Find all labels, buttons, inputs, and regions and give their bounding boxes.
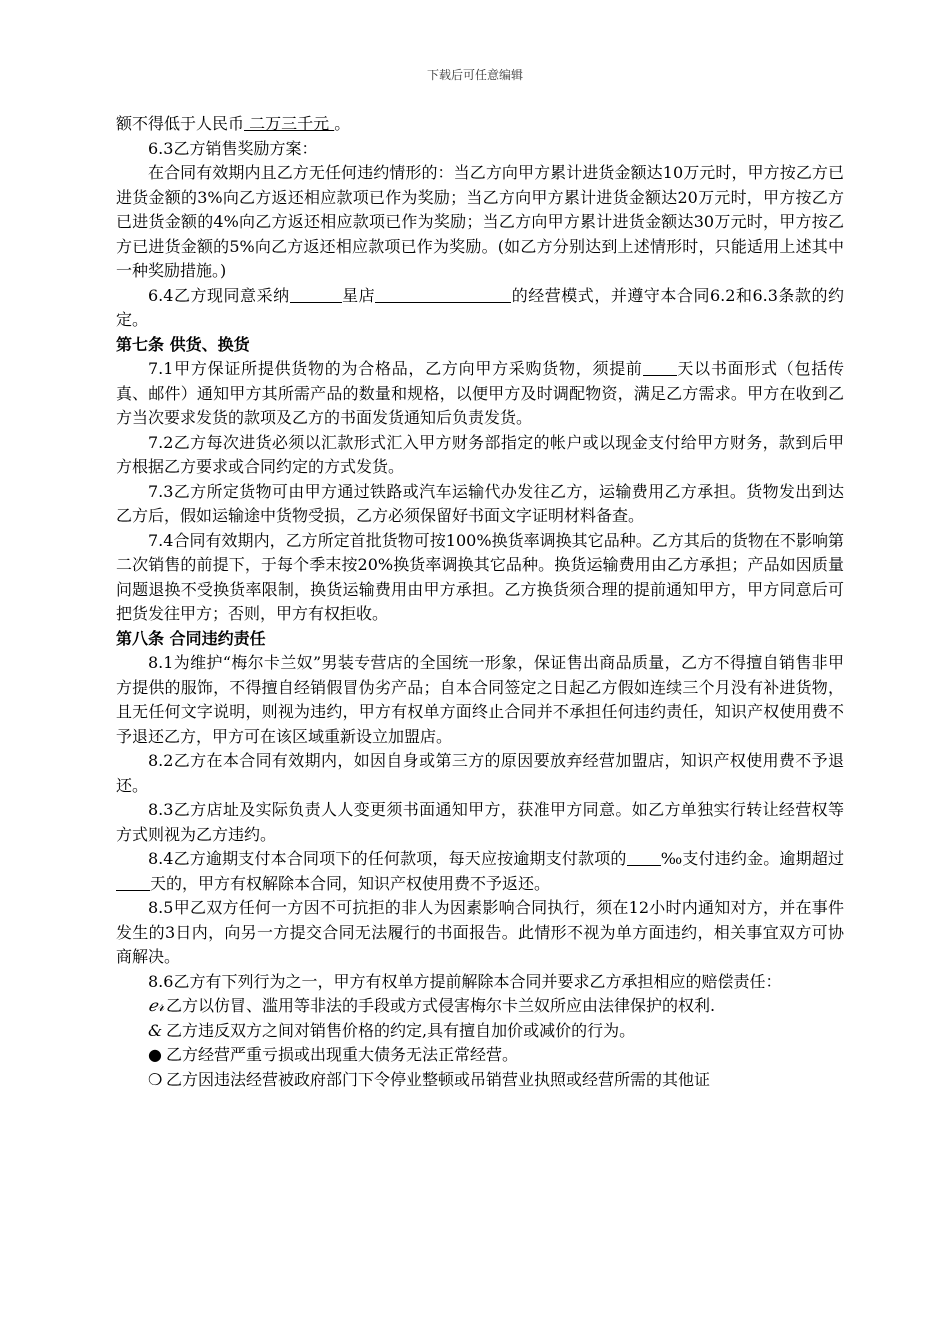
text: 星店 — [341, 285, 376, 305]
text: 。 — [334, 114, 351, 133]
blank-line — [643, 359, 677, 376]
filled-circle-bullet-icon: ● — [148, 1045, 162, 1064]
clause-8-3: 8.3乙方店址及实际负责人人变更须书面通知甲方，获准甲方同意。如乙方单独实行转让经营权等方式则视为乙方违约。 — [116, 800, 844, 844]
text: 天以书面形式（包括传真、邮件）通知甲方其所需产品的数量和规格，以便甲方及时调配物资，满足乙方需求。甲方在收到乙方当次要求发货的款项及乙方的书面发货通知后负责发货。 — [116, 359, 844, 427]
cursive-bullet-icon: ℯ𝓇 — [148, 996, 165, 1015]
clause-7-2: 7.2乙方每次进货必须以汇款形式汇入甲方财务部指定的帐户或以现金支付给甲方财务，款到后甲方根据乙方要求或合同约定的方式发货。 — [116, 432, 844, 476]
list-item-text: 乙方因违法经营被政府部门下令停业整顿或吊销营业执照或经营所需的其他证 — [166, 1069, 711, 1089]
text: 7.1甲方保证所提供货物的为合格品，乙方向甲方采购货物，须提前 — [148, 359, 643, 378]
article-7-heading: 第七条 供货、换货 — [116, 334, 250, 354]
paragraph-6-2-tail — [116, 112, 844, 137]
text: 额不得低于人民币 — [116, 114, 245, 133]
text: 天的，甲方有权解除本合同，知识产权使用费不予返还。 — [150, 873, 551, 893]
clause-8-4 — [116, 847, 844, 896]
amount-underlined: 二万三千元 — [244, 114, 335, 133]
clause-8-2: 8.2乙方在本合同有效期内，如因自身或第三方的原因要放弃经营加盟店，知识产权使用费不予退还。 — [116, 751, 844, 795]
clause-7-3: 7.3乙方所定货物可由甲方通过铁路或汽车运输代办发往乙方，运输费用乙方承担。货物发出到达乙方后，假如运输途中货物受损，乙方必须保留好书面文字证明材料备查。 — [116, 481, 844, 525]
clause-7-1 — [116, 357, 844, 431]
clause-6-3-body: 在合同有效期内且乙方无任何违约情形的：当乙方向甲方累计进货金额达10万元时，甲方按乙方已进货金额的3%向乙方返还相应款项已作为奖励；当乙方向甲方累计进货金额达20万元时，甲方按乙方已进货金额的4%向乙方返还相应款项已作为奖励；当乙方向甲方累计进货金额达30万元时，甲方按乙方已进货金额的5%向乙方返还相应款项已作为奖励。(如乙方分别达到上述情形时，只能适用上述其中一种奖励措施。) — [116, 163, 844, 280]
list-item — [116, 1019, 844, 1044]
list-item-text: 乙方以仿冒、滥用等非法的手段或方式侵害梅尔卡兰奴所应由法律保护的权利. — [166, 996, 716, 1015]
list-item-text: 乙方经营严重亏损或出现重大债务无法正常经营。 — [166, 1045, 519, 1064]
blank-line — [290, 286, 342, 303]
clause-6-4 — [116, 284, 844, 333]
text: 8.4乙方逾期支付本合同项下的任何款项，每天应按逾期支付款项的 — [148, 849, 627, 868]
clause-8-6: 8.6乙方有下列行为之一，甲方有权单方提前解除本合同并要求乙方承担相应的赔偿责任： — [148, 971, 782, 991]
document-body — [116, 112, 844, 1092]
list-item — [116, 994, 844, 1019]
list-item — [116, 1043, 844, 1068]
blank-line — [116, 874, 150, 891]
blank-line — [627, 849, 661, 866]
clause-7-4: 7.4合同有效期内，乙方所定首批货物可按100%换货率调换其它品种。乙方其后的货物在不影响第二次销售的前提下，于每个季末按20%换货率调换其它品种。换货运输费用由乙方承担；产品如因质量问题退换不受换货率限制，换货运输费用由甲方承担。乙方换货须合理的提前通知甲方，甲方同意后可把货发往甲方；否则，甲方有权拒收。 — [116, 530, 844, 623]
ampersand-bullet-icon: & — [148, 1020, 163, 1040]
list-item-text: 乙方违反双方之间对销售价格的约定,具有擅自加价或减价的行为。 — [166, 1020, 636, 1040]
text: 的经营模式，并遵守本合同6.2和6.3条款的约定。 — [116, 285, 844, 329]
text: ‰支付违约金。逾期超过 — [660, 849, 844, 868]
clause-8-1: 8.1为维护“梅尔卡兰奴”男装专营店的全国统一形象，保证售出商品质量，乙方不得擅自销售非甲方提供的服饰，不得擅自经销假冒伪劣产品；自本合同签定之日起乙方假如连续三个月没有补进货物，且无任何文字说明，则视为违约，甲方有权单方面终止合同并不承担任何违约责任，知识产权使用费不予退还乙方，甲方可在该区域重新设立加盟店。 — [116, 653, 844, 746]
page-header: 下载后可任意编辑 — [426, 68, 523, 82]
clause-8-5: 8.5甲乙双方任何一方因不可抗拒的非人为因素影响合同执行，须在12小时内通知对方，并在事件发生的3日内，向另一方提交合同无法履行的书面报告。此情形不视为单方面违约，相关事宜双方可协商解决。 — [116, 898, 844, 966]
clause-6-3-title: 6.3乙方销售奖励方案： — [148, 138, 318, 158]
article-8-heading: 第八条 合同违约责任 — [116, 628, 266, 648]
blank-line — [375, 286, 511, 303]
list-item — [116, 1068, 844, 1093]
text: 6.4乙方现同意采纳 — [148, 285, 290, 305]
hollow-circle-bullet-icon: ❍ — [148, 1069, 163, 1089]
